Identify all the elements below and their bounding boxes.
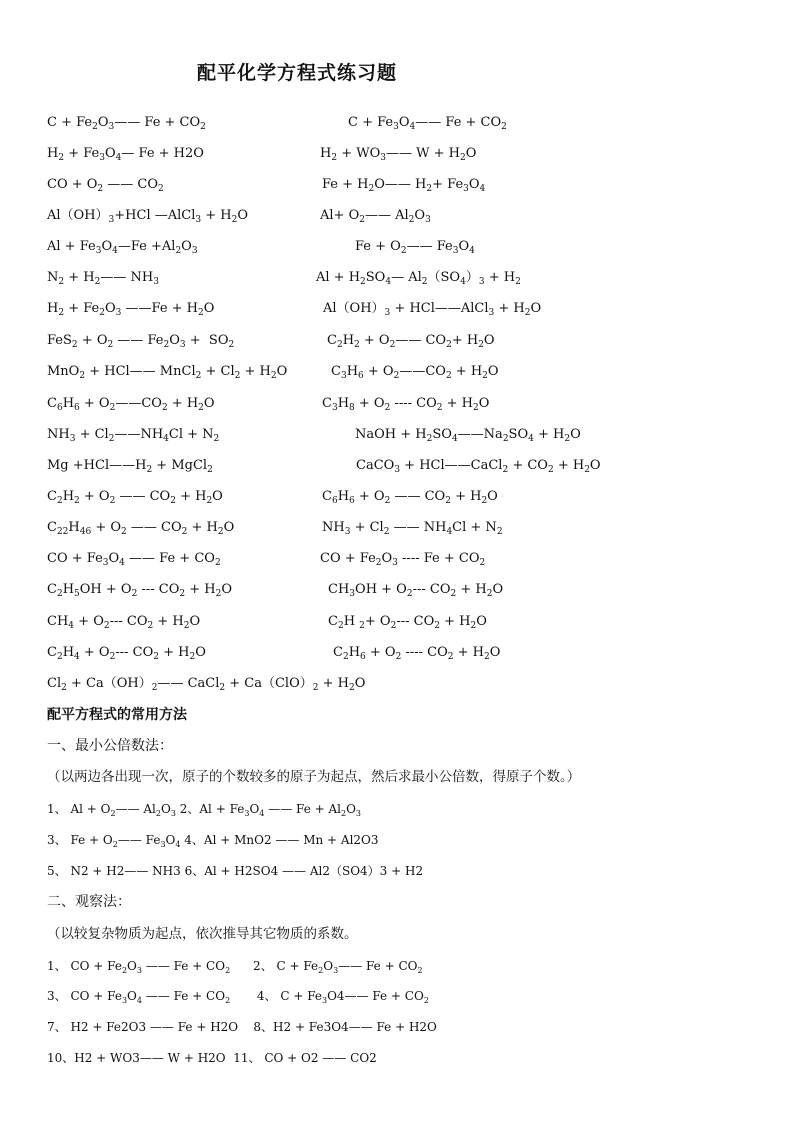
method2-item-2: 3、 CO + $Fe_3O_4$ —— $Fe + CO_2$ 4、 $C + Fe_3O4——$ $Fe + CO_2$	[47, 989, 429, 1005]
section-heading-methods: 配平方程式的常用方法	[47, 707, 187, 723]
equation-left-16: $C_2H_5OH + O_2$ --- $CO_2 + H_2O$	[47, 582, 232, 599]
equation-left-11: $NH_3$ + $Cl_2——NH_4Cl + N_2$	[47, 427, 220, 444]
equation-right-10: $C_3H_8 + O_2$ ---- $CO_2 + H_2O$	[322, 396, 490, 413]
equation-left-6: $N_2$ + $H_2——$ $NH_3$	[47, 270, 159, 287]
equation-right-7: $Al(OH)_3$ + HCl——AlCl$_3$ + $H_2O$	[323, 301, 542, 318]
method2-item-1: 1、 CO + $Fe_2O_3$ —— $Fe + CO_2$ 2、 $C + Fe_2O_3——$ $Fe + CO_2$	[47, 959, 423, 975]
equation-left-2: $H_2$ + $Fe_3O_4—$ Fe + H2O	[47, 146, 204, 163]
method2-heading: 二、观察法：	[47, 894, 131, 910]
equation-right-5: $Fe + O_2——$ $Fe_3O_4$	[355, 239, 475, 256]
equation-right-15: CO + $Fe_2O_3$ ---- $Fe + CO_2$	[320, 551, 486, 568]
equation-left-4: $Al(OH)_3+HCl$ —AlCl$_3$ + $H_2O$	[47, 208, 249, 225]
equation-right-16: $CH_3OH + O_2---$ $CO_2 + H_2O$	[328, 582, 504, 599]
equation-right-1: $C + Fe_3O_4——$ $Fe + CO_2$	[348, 115, 507, 132]
equation-right-11: NaOH + $H_2SO_4——Na_2SO_4 + H_2O$	[355, 427, 581, 444]
equation-right-6: $Al + H_2SO_4—$ $Al_2(SO_4)_3 + H_2$	[316, 270, 521, 287]
equation-left-12: $Mg +HCl——H_2$ + MgCl$_2$	[47, 458, 213, 475]
equation-right-14: $NH_3 + Cl_2$ —— $NH_4Cl + N_2$	[322, 520, 503, 537]
method1-item-1: 1、 $Al + O_2——$ $Al_2O_3$ 2、$Al + Fe_3O_4$ —— $Fe + Al_2O_3$	[47, 802, 362, 818]
equation-left-1: $C + Fe_2O_3——$ $Fe + CO_2$	[47, 115, 206, 132]
equation-right-4: $Al+ O_2——$ $Al_2O_3$	[320, 208, 431, 225]
equation-right-3: $Fe + H_2O——$ $H_2+ Fe_3O_4$	[322, 177, 486, 194]
equation-right-12: CaCO$_3$ + HCl——CaCl$_2$ + $CO_2 + H_2O$	[356, 458, 601, 475]
equation-right-17: $C_2H$ $_2+ O_2---$ $CO_2 + H_2O$	[328, 614, 487, 631]
equation-left-9: MnO$_2$ + HCl—— MnCl$_2$ + $Cl_2 + H_2O$	[47, 364, 288, 381]
equation-right-9: $C_3H_6$ + $O_2——CO_2 + H_2O$	[331, 364, 499, 381]
equation-left-8: $FeS_2 + O_2$ —— $Fe_2O_3 + SO_2$	[47, 333, 235, 350]
method1-description: （以两边各出现一次，原子的个数较多的原子为起点，然后求最小公倍数，得原子个数。）	[47, 769, 581, 785]
equation-left-14: $C_{22}H_{46} + O_2$ —— $CO_2 + H_2O$	[47, 520, 235, 537]
equation-left-10: $C_6H_6$ + $O_2——CO_2 + H_2O$	[47, 396, 215, 413]
method1-item-3: 5、 N2 + H2—— NH3 6、Al + H2SO4 —— Al2（SO4）3 + H2	[47, 864, 424, 878]
equation-left-15: CO + $Fe_3O_4$ —— $Fe + CO_2$	[47, 551, 221, 568]
equation-left-18: $C_2H_4 + O_2---$ $CO_2 + H_2O$	[47, 645, 206, 662]
method2-item-4: 10、H2 + WO3—— W + H2O 11、 CO + O2 —— CO2	[47, 1051, 377, 1065]
equation-left-5: $Al + Fe_3O_4—Fe +Al_2O_3$	[47, 239, 198, 256]
equation-left-19: $Cl_2$ + $Ca(OH)_2——$ CaCl$_2$ + $Ca(ClO)_2 + H_2O$	[47, 676, 366, 693]
equation-right-18: $C_2H_6 + O_2$ ---- $CO_2 + H_2O$	[333, 645, 501, 662]
equation-left-13: $C_2H_2 + O_2$ —— $CO_2 + H_2O$	[47, 489, 223, 506]
method1-heading: 一、最小公倍数法：	[47, 738, 173, 754]
equation-right-13: $C_6H_6 + O_2$ —— $CO_2 + H_2O$	[322, 489, 498, 506]
equation-left-17: $CH_4 + O_2---$ $CO_2 + H_2O$	[47, 614, 201, 631]
page-title: 配平化学方程式练习题	[197, 62, 398, 84]
equation-right-8: $C_2H_2$ + $O_2——$ $CO_2+ H_2O$	[327, 333, 495, 350]
equation-left-3: CO + $O_2$ —— $CO_2$	[47, 177, 164, 194]
method1-item-2: 3、 $Fe + O_2——$ $Fe_3O_4$ 4、Al + MnO2 —— Mn + Al2O3	[47, 833, 379, 849]
method2-description: （以较复杂物质为起点，依次推导其它物质的系数。	[47, 926, 358, 942]
method2-item-3: 7、 H2 + Fe2O3 —— Fe + H2O 8、H2 + Fe3O4—— Fe + H2O	[47, 1020, 437, 1034]
equation-left-7: $H_2 + Fe_2O_3$ ——Fe + $H_2O$	[47, 301, 215, 318]
equation-right-2: $H_2$ + $WO_3——$ $W + H_2O$	[320, 146, 477, 163]
